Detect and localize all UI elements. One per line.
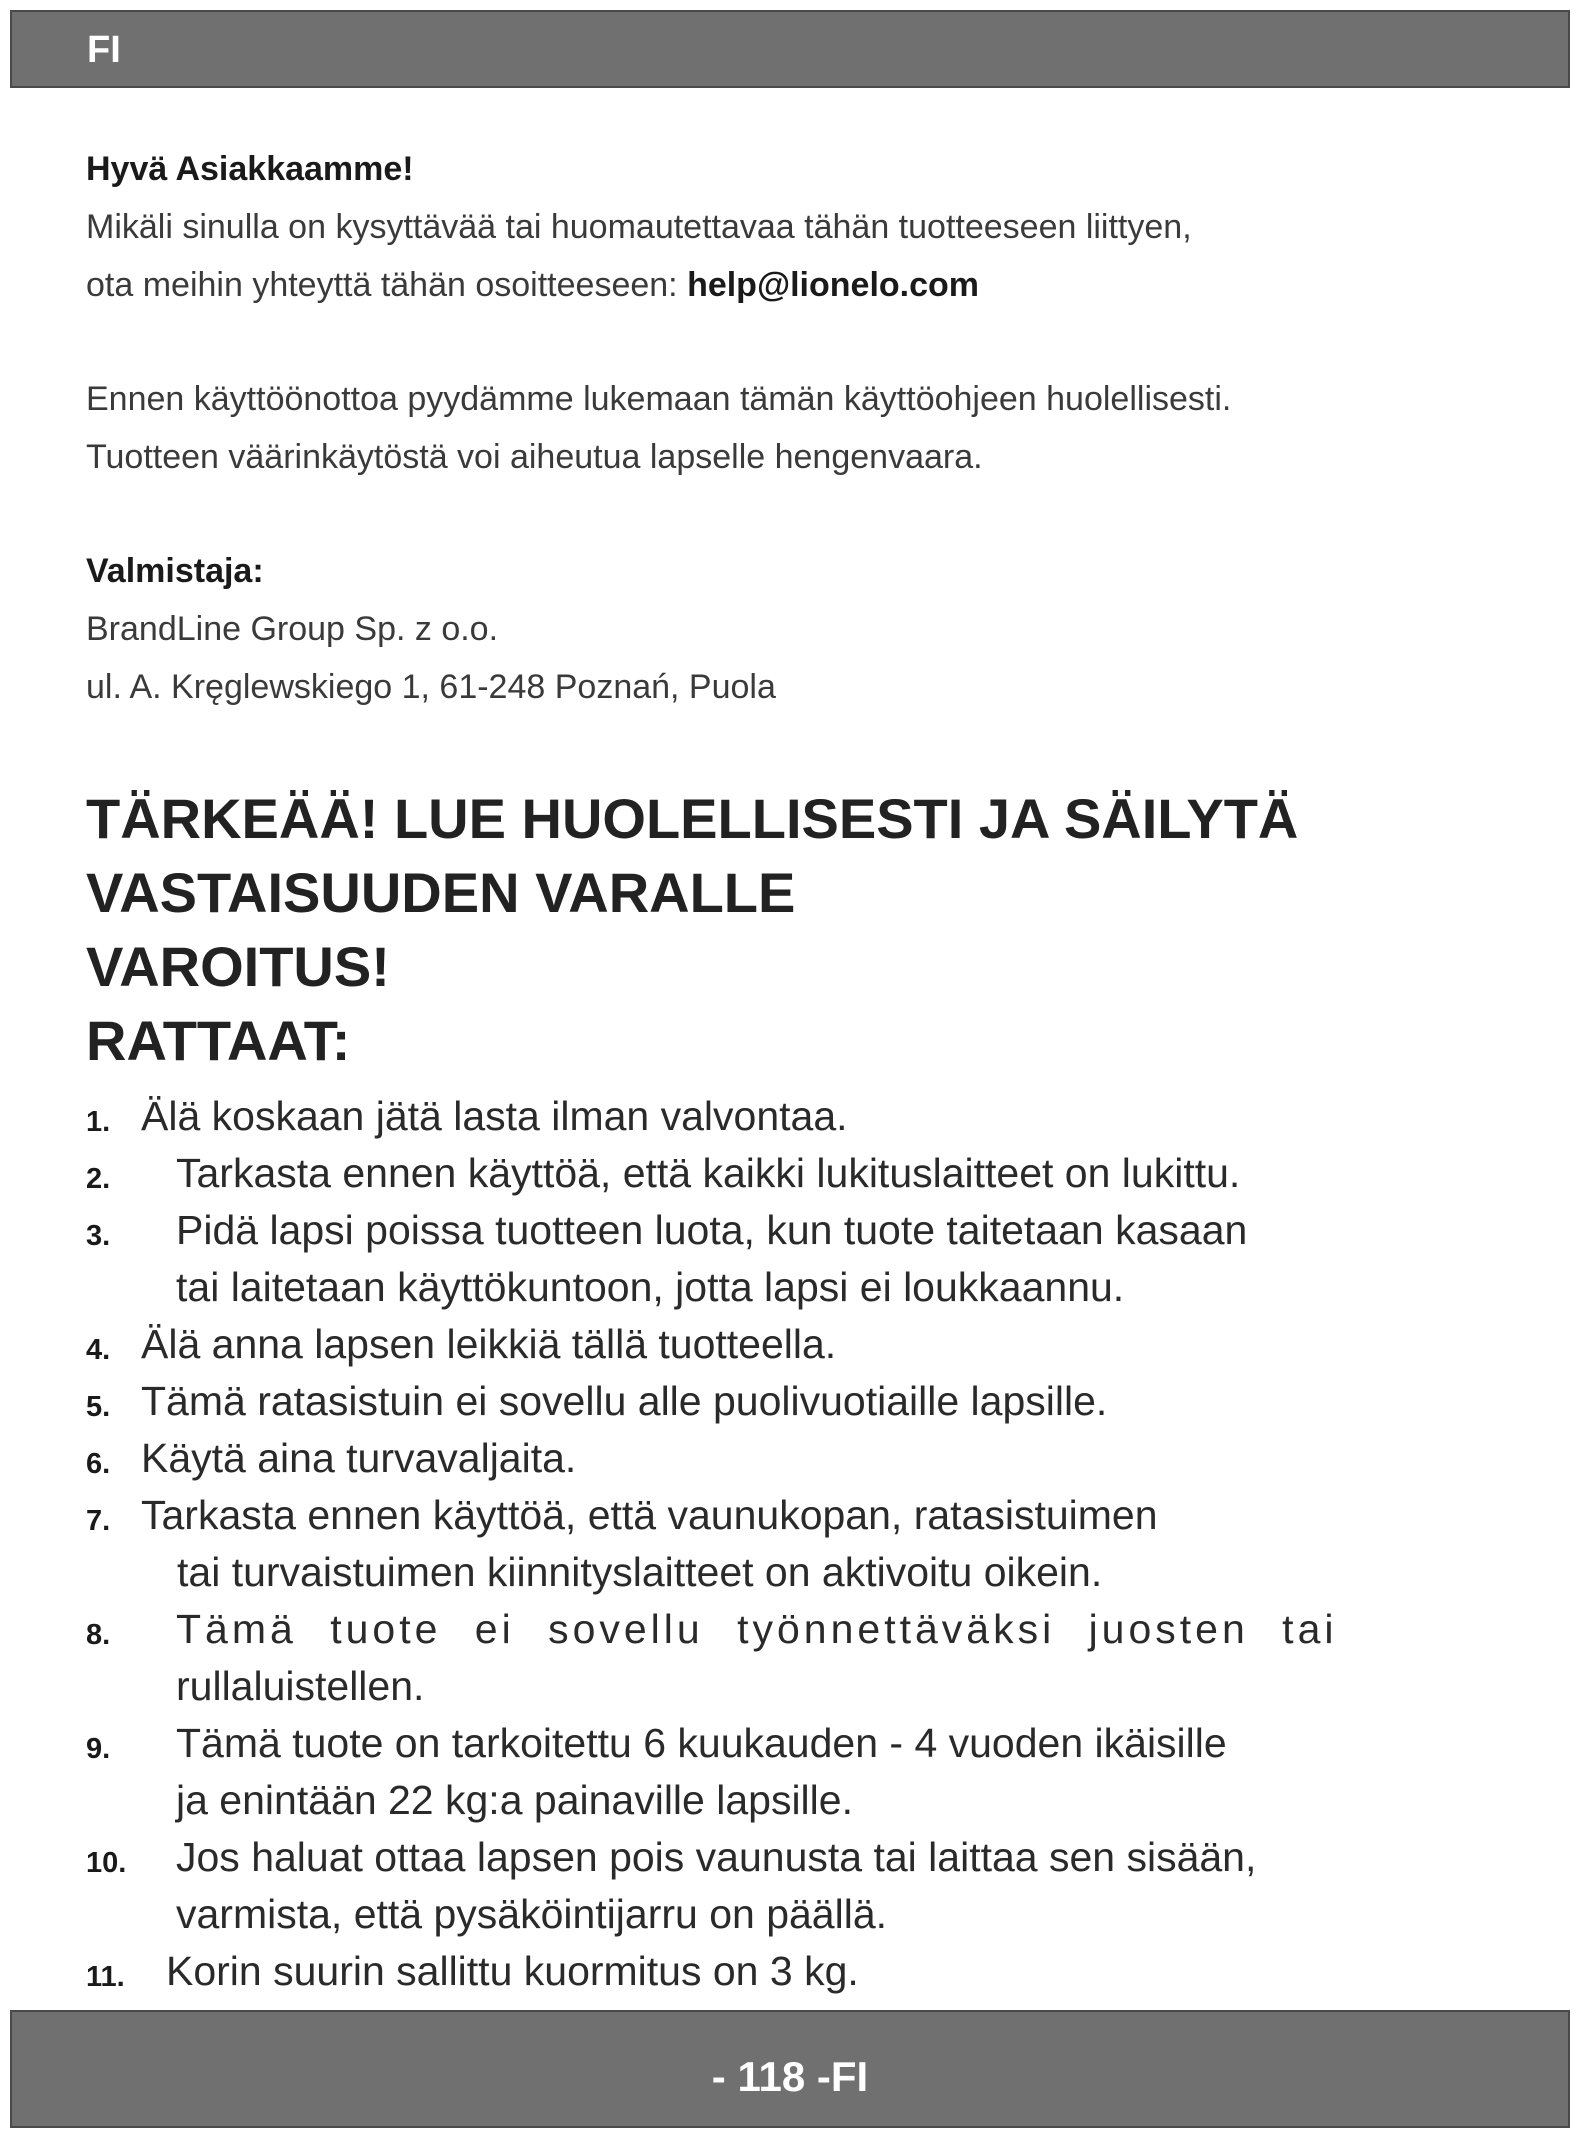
item-number: 11. [86, 1961, 125, 1993]
item-text: Korin suurin sallittu kuormitus on 3 kg. [166, 1948, 859, 1994]
intro-line-4: Tuotteen väärinkäytöstä voi aiheutua lapselle hengenvaara. [86, 438, 983, 476]
item-text: Pidä lapsi poissa tuotteen luota, kun tuote taitetaan kasaan [176, 1207, 1248, 1253]
item-number: 4. [86, 1334, 111, 1366]
item-number: 5. [86, 1391, 111, 1423]
intro-line-2 [86, 256, 1486, 314]
item-number: 6. [86, 1448, 111, 1480]
heading-line-3: VAROITUS! [86, 935, 390, 998]
item-text: Tarkasta ennen käyttöä, että kaikki lukituslaitteet on lukittu. [176, 1150, 1241, 1196]
list-item [86, 1943, 1486, 2000]
item-number: 10. [86, 1847, 127, 1879]
list-item [86, 1487, 1486, 1601]
item-number: 8. [86, 1619, 111, 1651]
intro-line-3: Ennen käyttöönottoa pyydämme lukemaan tämän käyttöohjeen huolellisesti. [86, 380, 1232, 418]
list-item [86, 1829, 1486, 1943]
item-text-continued: rullaluistellen. [176, 1663, 425, 1709]
manufacturer-label: Valmistaja: [86, 552, 264, 590]
language-code: FI [87, 29, 121, 71]
warnings-list [86, 1088, 1486, 2000]
header-bar [10, 10, 1570, 88]
greeting: Hyvä Asiakkaamme! [86, 150, 414, 188]
item-text: Jos haluat ottaa lapsen pois vaunusta tai laittaa sen sisään, [176, 1834, 1257, 1880]
item-text-continued: varmista, että pysäköintijarru on päällä. [176, 1891, 888, 1937]
item-text: Käytä aina turvavaljaita. [141, 1435, 577, 1481]
item-number: 9. [86, 1733, 111, 1765]
intro-line-1: Mikäli sinulla on kysyttävää tai huomautettavaa tähän tuotteeseen liittyen, [86, 208, 1192, 246]
heading-line-1: TÄRKEÄÄ! LUE HUOLELLISESTI JA SÄILYTÄ [86, 787, 1299, 850]
page-number: - 118 -FI [711, 2053, 869, 2100]
item-number: 1. [86, 1106, 111, 1138]
list-item [86, 1145, 1486, 1202]
item-text: Älä koskaan jätä lasta ilman valvontaa. [141, 1093, 848, 1139]
item-text: Tämä ratasistuin ei sovellu alle puolivuotiaille lapsille. [141, 1378, 1108, 1424]
warning-heading [86, 782, 1486, 1078]
heading-line-4: RATTAAT: [86, 1009, 351, 1072]
item-text: Älä anna lapsen leikkiä tällä tuotteella. [141, 1321, 837, 1367]
item-text-continued: tai turvaistuimen kiinnityslaitteet on aktivoitu oikein. [177, 1549, 1103, 1595]
item-text: Tämä tuote ei sovellu työnnettäväksi juosten tai [176, 1606, 1338, 1652]
list-item [86, 1715, 1486, 1829]
item-number: 2. [86, 1163, 111, 1195]
list-item [86, 1430, 1486, 1487]
intro-section [86, 140, 1486, 716]
list-item [86, 1601, 1486, 1715]
item-text: Tarkasta ennen käyttöä, että vaunukopan, ratasistuimen [141, 1492, 1158, 1538]
footer-bar [10, 2010, 1570, 2128]
manufacturer-name: BrandLine Group Sp. z o.o. [86, 610, 499, 648]
item-number: 3. [86, 1220, 111, 1252]
list-item [86, 1316, 1486, 1373]
item-text: Tämä tuote on tarkoitettu 6 kuukauden - 4 vuoden ikäisille [176, 1720, 1227, 1766]
contact-email: help@lionelo.com [687, 266, 980, 304]
item-text-continued: tai laitetaan käyttökuntoon, jotta lapsi ei loukkaannu. [176, 1264, 1125, 1310]
heading-line-2: VASTAISUUDEN VARALLE [86, 861, 796, 924]
intro-line-2-prefix: ota meihin yhteyttä tähän osoitteeseen: [86, 266, 688, 304]
manufacturer-address: ul. A. Kręglewskiego 1, 61-248 Poznań, Puola [86, 668, 776, 706]
item-number: 7. [86, 1505, 111, 1537]
page-content [86, 140, 1486, 2000]
item-text-continued: ja enintään 22 kg:a painaville lapsille. [176, 1777, 853, 1823]
list-item [86, 1202, 1486, 1316]
list-item [86, 1088, 1486, 1145]
list-item [86, 1373, 1486, 1430]
